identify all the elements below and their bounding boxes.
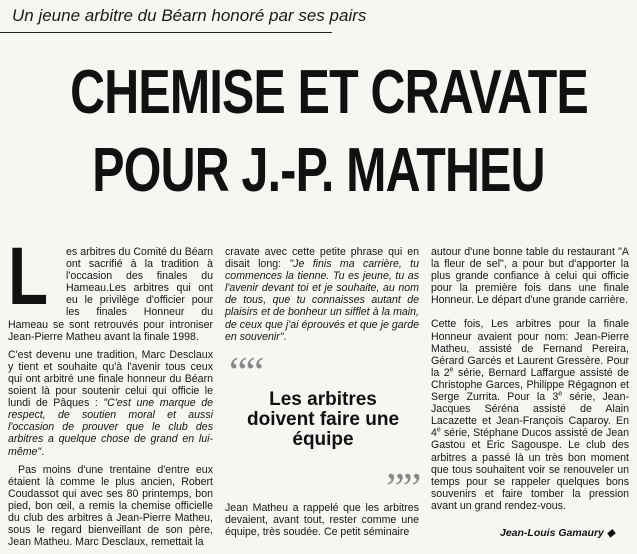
col3-p2-d: série, Stéphane Ducos assisté de Jean Gastou et Eric Sagouspe. Le club des arbitres a passé là un très bon moment que tous souhaitent voir se renouveler un temps pour se rappeler quelques bons souvenirs et faire tomber la pression avant un grand rendez-vous. — [431, 427, 629, 512]
pull-quote: Les arbitres doivent faire une équipe — [246, 389, 400, 450]
col3-sup-3: e — [436, 426, 441, 434]
column-3 — [431, 246, 629, 518]
col3-p2-b: série, Bernard Laffargue assisté de Christophe Garces, Philippe Régagnon et Serge Zurrita. Pour la 3 — [431, 366, 629, 404]
drop-cap: L — [8, 231, 49, 322]
open-quote-mark: ““ — [229, 350, 263, 396]
col1-paragraph-1 — [8, 231, 213, 343]
headline-line-1: CHEMISE ET CRAVATE — [70, 58, 589, 127]
col1-paragraph-2 — [8, 349, 213, 458]
col1-p1-text: es arbitres du Comité du Béarn ont sacrifié à la tradition à l'occasion des finales du Hameau.Les arbitres qui ont eu le privilège d'officier pour les finales Honneur du Hameau se sont retrouvés pour introniser Jean-Pierre Matheu avant la finale 1998. — [8, 246, 213, 343]
kicker-rule — [0, 32, 332, 33]
col3-p2-c: série, Jean-Jacques Séréna assisté de Alain Lacazette et Jean-François Caparoy. En 4 — [431, 391, 629, 440]
column-2 — [225, 246, 419, 349]
headline-line-2: POUR J.-P. MATHEU — [92, 136, 545, 205]
close-quote-mark: ”” — [386, 466, 420, 512]
col2-paragraph-2: Jean Matheu a rappelé que les arbitres devaient, avant tout, rester comme une équipe, très soudée. Ce petit séminaire — [225, 502, 419, 539]
col1-p2-end: . — [41, 445, 45, 458]
col1-paragraph-3: Pas moins d'une trentaine d'entre eux étaient là comme le plus ancien, Robert Coudassot qui avec ses 80 printemps, bon pied, bon œil, a remis la chemise officielle du club des arbitres à Jean-Pierre Matheu, sous le regard bienveillant de son père, Jean Matheu. Marc Desclaux, remettait la — [8, 463, 213, 549]
col2-paragraph-1 — [225, 246, 419, 343]
col2-p1-quote: "Je finis ma carrière, tu commences la tienne. Tu es jeune, tu as l'avenir devant toi et je souhaite, au nom de tous, que tu connaisses autant de plaisirs et de bonheur un sifflet à la main, de ceux que j'ai éprouvés et que je garde en souvenir" — [225, 258, 419, 343]
author-signature: Jean-Louis Gamaury ◆ — [500, 527, 615, 539]
col3-sup-1: e — [449, 366, 454, 374]
col3-sup-2: e — [558, 390, 563, 398]
col3-paragraph-2 — [431, 318, 629, 512]
col1-p2-quote: "C'est une marque de respect, de soutien moral et aussi l'occasion de prouver que le club des arbitres a quelque chose de grand en lui-même" — [8, 397, 214, 458]
col2-p1-end: . — [283, 330, 287, 343]
column-1 — [8, 231, 214, 554]
kicker: Un jeune arbitre du Béarn honoré par ses pairs — [12, 6, 367, 25]
col1-p2-text: C'est devenu une tradition, Marc Desclaux y tient et souhaite qu'à l'avenir tous ceux qui ont arbitré une finale honneur du Béarn soient là pour soutenir celui qui officie le lundi de Pâques : — [8, 348, 213, 410]
col3-paragraph-1: autour d'une bonne table du restaurant "A la fleur de sel", a pour but d'apporter la plus grande confiance à celui qui officie pour la première fois dans une finale Honneur. Le départ d'une grande carrière. — [431, 246, 629, 307]
col3-p2-a: Cette fois, Les arbitres pour la finale Honneur avaient pour nom: Jean-Pierre Matheu, assisté de Fernand Pereira, Gérard Garcés et Laurent Gressère. Pour la 2 — [431, 318, 629, 379]
col2-p1-text: cravate avec cette petite phrase qui en disait long: — [225, 246, 419, 271]
